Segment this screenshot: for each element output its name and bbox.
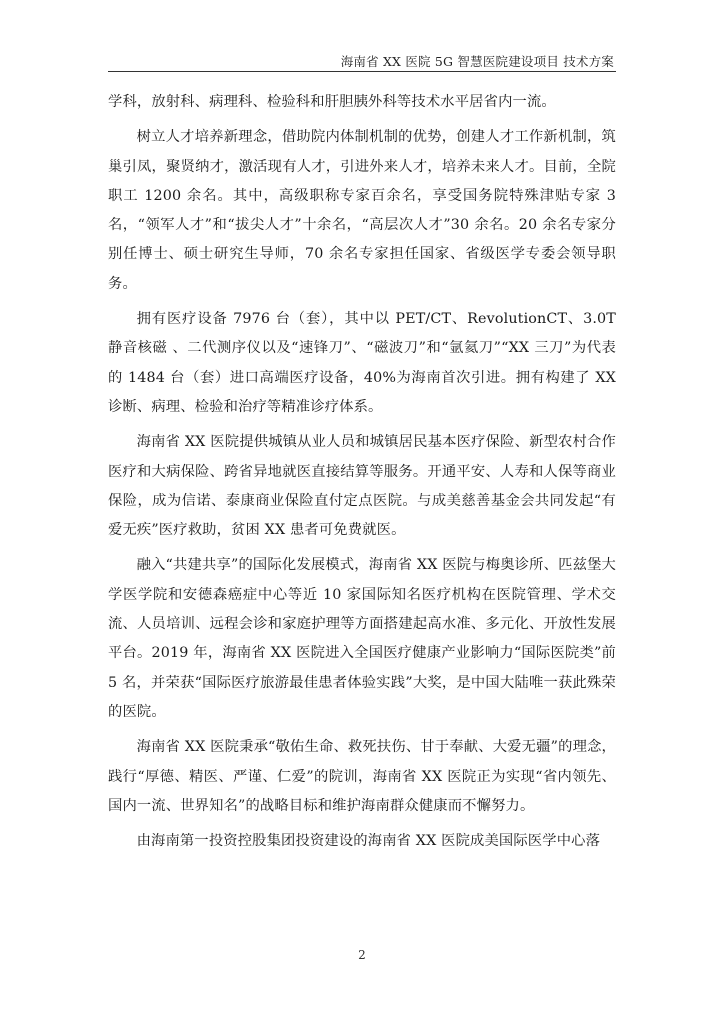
header-divider (108, 71, 616, 72)
paragraph-continuation: 学科，放射科、病理科、检验科和肝胆胰外科等技术水平居省内一流。 (108, 94, 556, 110)
running-header: 海南省 XX 医院 5G 智慧医院建设项目 技术方案 (340, 54, 614, 69)
paragraph-equipment: 拥有医疗设备 7976 台（套），其中以 PET/CT、RevolutionCT、3.0T 静音核磁 、二代测序仪以及“速锋刀”、“磁波刀”和“氩氦刀”“XX 三刀”为代表的 1484 台（套）进口高端医疗设备，40%为海南首次引进。拥有构建了 XX 诊断、病理、检验和治疗等精准诊疗体系。 (108, 311, 616, 415)
paragraph-medical-center: 由海南第一投资控股集团投资建设的海南省 XX 医院成美国际医学中心落 (136, 833, 601, 850)
paragraph-international: 融入“共建共享”的国际化发展模式，海南省 XX 医院与梅奥诊所、匹兹堡大学医学院和安德森癌症中心等近 10 家国际知名医疗机构在医院管理、学术交流、人员培训、远程会诊和家庭护理等方面搭建起高水准、多元化、开放性发展平台。2019 年，海南省 XX 医院进入全国医疗健康产业影响力“国际医院类”前 5 名，并荣获“国际医疗旅游最佳患者体验实践”大奖，是中国大陆唯一获此殊荣的医院。 (108, 557, 616, 720)
paragraph-philosophy: 海南省 XX 医院秉承“敬佑生命、救死扶伤、甘于奉献、大爱无疆”的理念，践行“厚德、精医、严谨、仁爱”的院训，海南省 XX 医院正为实现“省内领先、国内一流、世界知名”的战略目标和维护海南群众健康而不懈努力。 (108, 739, 616, 814)
page-number: 2 (358, 948, 366, 962)
paragraph-talent: 树立人才培养新理念，借助院内体制机制的优势，创建人才工作新机制，筑巢引凤，聚贤纳才，激活现有人才，引进外来人才，培养未来人才。目前，全院职工 1200 余名。其中，高级职称专家百余名，享受国务院特殊津贴专家 3 名，“领军人才”和“拔尖人才”十余名，“高层次人才”30 余名。20 余名专家分别任博士、硕士研究生导师，70 余名专家担任国家、省级医学专委会领导职务。 (108, 129, 616, 292)
paragraph-insurance: 海南省 XX 医院提供城镇从业人员和城镇居民基本医疗保险、新型农村合作医疗和大病保险、跨省异地就医直接结算等服务。开通平安、人寿和人保等商业保险，成为信诺、泰康商业保险直付定点医院。与成美慈善基金会共同发起“有爱无疾”医疗救助，贫困 XX 患者可免费就医。 (108, 434, 616, 539)
document-body (108, 88, 616, 862)
